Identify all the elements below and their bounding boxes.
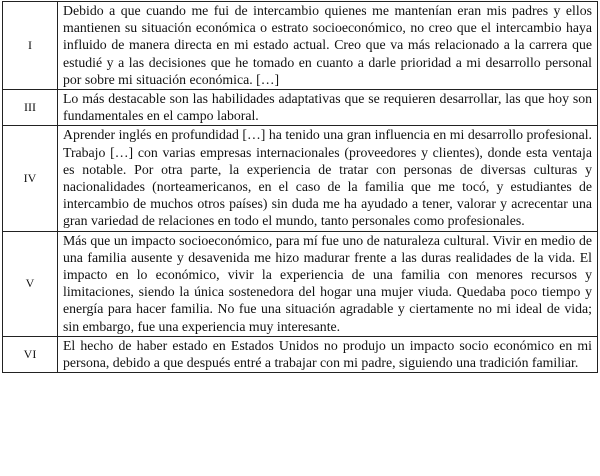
row-text: Más que un impacto socioeconómico, para mí fue uno de naturaleza cultural. Vivir en medio de una familia ausente y desavenida me hizo madurar frente a las duras realidades de la vida. El impacto en lo económico, vivir la experiencia de una familia con menores recursos y limitaciones, siendo la única sostenedora del hogar una mujer viuda. Quedaba poco tiempo y energía para hacer familia. No fue una situación agradable y ciertamente no mi ideal de vida; sin embargo, fue una experiencia muy interesante.: [58, 231, 598, 336]
row-label: IV: [3, 126, 58, 231]
row-label: I: [3, 2, 58, 90]
row-text: Lo más destacable son las habilidades adaptativas que se requieren desarrollar, las que hoy son fundamentales en el campo laboral.: [58, 90, 598, 126]
row-text: El hecho de haber estado en Estados Unidos no produjo un impacto socio económico en mi persona, debido a que después entré a trabajar con mi padre, siguiendo una tradición familiar.: [58, 336, 598, 372]
table-row: [3, 126, 598, 231]
table-row: [3, 2, 598, 90]
row-text: Aprender inglés en profundidad […] ha tenido una gran influencia en mi desarrollo profesional. Trabajo […] con varias empresas internacionales (proveedores y clientes), donde esta ventaja es notable. Por otra parte, la experiencia de tratar con personas de diversas culturas y nacionalidades (norteamericanos, en el caso de la familia que me tocó, y estudiantes de intercambio de muchos otros países) sin duda me ha ayudado a tener, valorar y acrecentar una gran variedad de relaciones en todo el mundo, tanto personales como profesionales.: [58, 126, 598, 231]
table-row: [3, 90, 598, 126]
row-text: Debido a que cuando me fui de intercambio quienes me mantenían eran mis padres y ellos mantienen su situación económica o estrato socioeconómico, no creo que el intercambio haya influido de manera directa en mi estado actual. Creo que va más relacionado a la carrera que estudié y a las decisiones que he tomado en cuanto a darle prioridad a mi desarrollo personal por sobre mi situación económica. […]: [58, 2, 598, 90]
row-label: V: [3, 231, 58, 336]
row-label: VI: [3, 336, 58, 372]
testimonies-table: [2, 1, 598, 373]
row-label: III: [3, 90, 58, 126]
table-row: [3, 231, 598, 336]
table-row: [3, 336, 598, 372]
